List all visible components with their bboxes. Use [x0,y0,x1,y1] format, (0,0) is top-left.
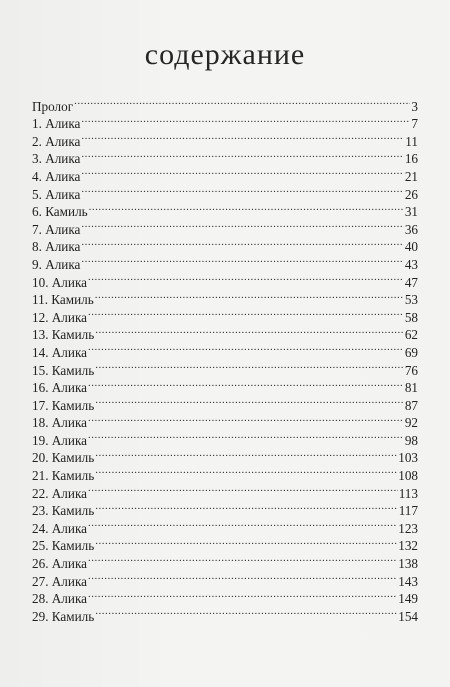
toc-entry-page-number: 143 [398,573,418,589]
dot-leader [95,287,404,305]
toc-entry [32,568,418,589]
toc-entry-label: 1. Алика [32,116,81,132]
dot-leader [88,339,404,357]
toc-entry-label: 12. Алика [32,309,88,325]
toc-entry-label: 9. Алика [32,256,81,272]
toc-entry [32,111,418,132]
toc-entry-label: 10. Алика [32,274,88,290]
toc-entry-page-number: 58 [404,309,418,325]
toc-entry-label: 17. Камиль [32,397,95,413]
toc-entry-label: 16. Алика [32,380,88,396]
toc-entry [32,375,418,396]
toc-entry-label: 8. Алика [32,239,81,255]
dot-leader [81,111,410,129]
toc-entry-page-number: 31 [404,204,418,220]
dot-leader [74,93,410,111]
toc-entry-page-number: 53 [404,292,418,308]
dot-leader [95,445,397,463]
toc-entry-page-number: 47 [404,274,418,290]
toc-entry [32,515,418,536]
dot-leader [88,586,397,604]
dot-leader [88,480,398,498]
dot-leader [81,146,403,164]
toc-entry [32,304,418,325]
toc-entry-label: 24. Алика [32,520,88,536]
toc-entry-page-number: 81 [404,380,418,396]
toc-entry [32,586,418,607]
toc-entry-page-number: 87 [404,397,418,413]
toc-entry [32,392,418,413]
toc-entry-page-number: 149 [398,591,418,607]
toc-entry-label: 21. Камиль [32,468,95,484]
toc-entry [32,251,418,272]
toc-entry [32,234,418,255]
dot-leader [88,550,397,568]
toc-entry-label: 18. Алика [32,415,88,431]
toc-entry [32,410,418,431]
toc-entry-label: 11. Камиль [32,292,94,308]
toc-entry-page-number: 16 [404,151,418,167]
toc-entry-page-number: 40 [404,239,418,255]
toc-entry [32,322,418,343]
toc-entry-page-number: 11 [405,133,418,149]
toc-entry-label: 6. Камиль [32,204,88,220]
toc-entry-page-number: 7 [411,116,418,132]
toc-entry-page-number: 117 [398,503,418,519]
toc-entry [32,603,418,624]
toc-entry-label: 3. Алика [32,151,81,167]
toc-entry-label: 19. Алика [32,432,88,448]
dot-leader [95,533,397,551]
dot-leader [81,234,403,252]
toc-entry-page-number: 36 [404,221,418,237]
toc-entry [32,287,418,308]
toc-entry-page-number: 69 [404,344,418,360]
toc-entry [32,93,418,114]
toc-entry-label: 22. Алика [32,485,88,501]
dot-leader [88,427,404,445]
dot-leader [88,304,404,322]
toc-entry-page-number: 76 [404,362,418,378]
toc-entry [32,533,418,554]
toc-entry-page-number: 43 [404,256,418,272]
dot-leader [88,410,404,428]
toc-entry-label: 27. Алика [32,573,88,589]
toc-entry [32,357,418,378]
toc-entry-page-number: 62 [404,327,418,343]
toc-entry-label: 13. Камиль [32,327,95,343]
dot-leader [81,163,403,181]
toc-entry-page-number: 123 [398,520,418,536]
toc-entry [32,498,418,519]
toc-entry-page-number: 108 [398,468,418,484]
dot-leader [88,515,397,533]
toc-entry [32,480,418,501]
toc-entry-page-number: 103 [398,450,418,466]
toc-entry-page-number: 132 [398,538,418,554]
toc-entry-page-number: 98 [404,432,418,448]
dot-leader [88,568,397,586]
toc-entry-label: 15. Камиль [32,362,95,378]
toc-entry-label: 7. Алика [32,221,81,237]
toc-entry-page-number: 92 [404,415,418,431]
toc-entry-label: 4. Алика [32,168,81,184]
toc-entry [32,181,418,202]
toc-entry [32,199,418,220]
dot-leader [81,216,403,234]
dot-leader [81,251,403,269]
dot-leader [95,498,397,516]
toc-entry [32,339,418,360]
toc-entry-page-number: 113 [398,485,418,501]
toc-entry [32,128,418,149]
toc-entry-label: 14. Алика [32,344,88,360]
toc-entry-label: 29. Камиль [32,608,95,624]
dot-leader [95,603,397,621]
dot-leader [95,392,404,410]
table-of-contents [32,93,418,624]
toc-entry-page-number: 138 [398,556,418,572]
toc-entry [32,269,418,290]
toc-entry-label: 26. Алика [32,556,88,572]
toc-entry [32,216,418,237]
toc-entry-label: 2. Алика [32,133,81,149]
dot-leader [88,269,404,287]
toc-entry [32,427,418,448]
toc-entry [32,163,418,184]
toc-entry-label: 5. Алика [32,186,81,202]
toc-entry-page-number: 154 [398,608,418,624]
toc-entry-label: Пролог [32,98,74,114]
toc-entry-page-number: 21 [404,168,418,184]
toc-entry-label: 23. Камиль [32,503,95,519]
dot-leader [81,128,404,146]
page-title: содержание [144,38,306,71]
toc-entry [32,445,418,466]
toc-entry-label: 25. Камиль [32,538,95,554]
dot-leader [89,199,404,217]
toc-entry-label: 28. Алика [32,591,88,607]
toc-entry-page-number: 26 [404,186,418,202]
toc-entry-label: 20. Камиль [32,450,95,466]
dot-leader [81,181,403,199]
dot-leader [95,357,404,375]
dot-leader [88,375,404,393]
dot-leader [95,322,404,340]
toc-entry [32,146,418,167]
dot-leader [95,462,397,480]
toc-entry-page-number: 3 [411,98,418,114]
toc-entry [32,550,418,572]
